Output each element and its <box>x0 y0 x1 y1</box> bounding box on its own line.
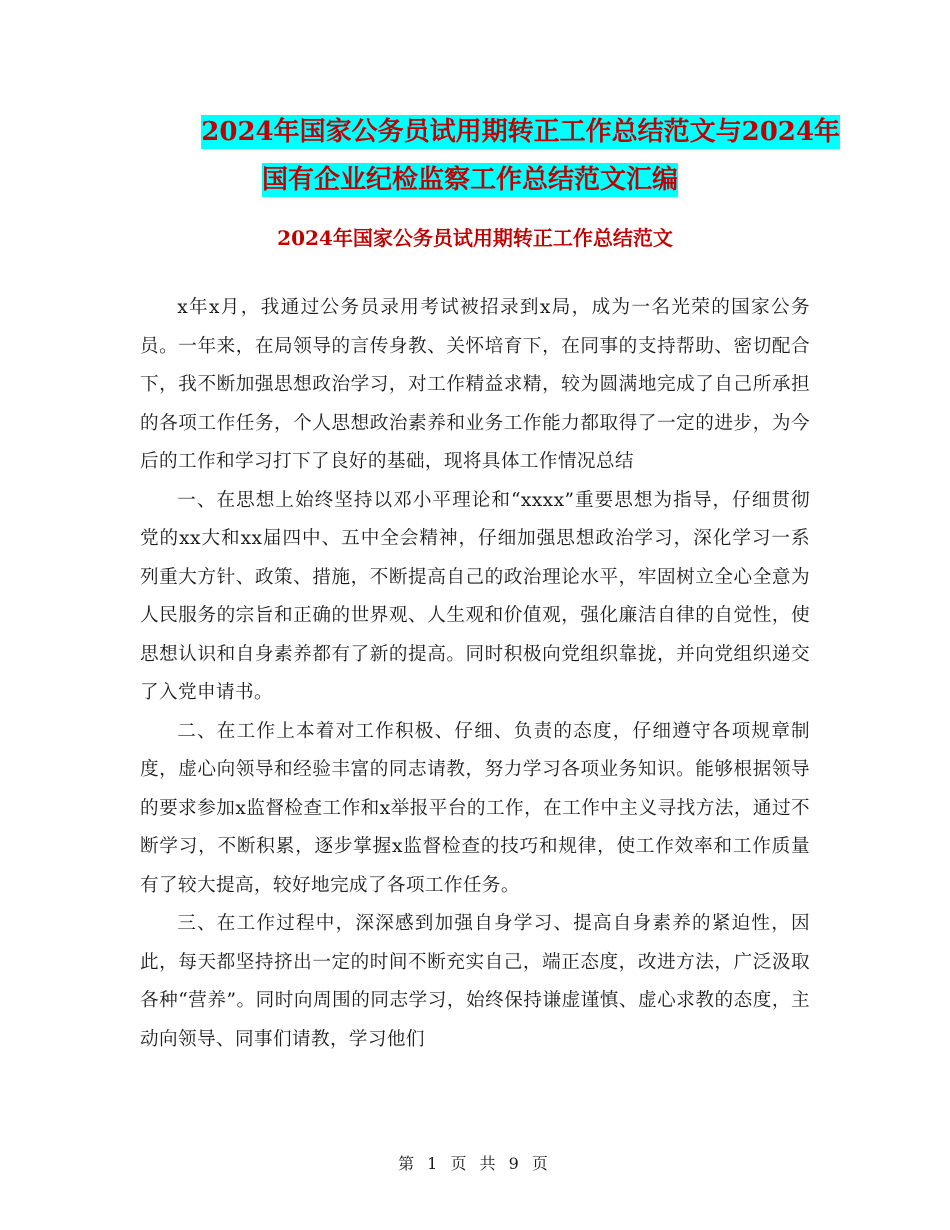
title-line-1-wrapper <box>140 108 840 156</box>
title-line-1: 2024年国家公务员试用期转正工作总结范文与2024年 <box>201 117 840 147</box>
title-line-2-wrapper <box>140 156 840 204</box>
page-number-footer: 第 1 页 共 9 页 <box>398 1154 552 1173</box>
paragraph-3: 三、在工作过程中，深深感到加强自身学习、提高自身素养的紧迫性，因此，每天都坚持挤出一定的时间不断充实自己，端正态度，改进方法，广泛汲取各种“营养”。同时向周围的同志学习，始终保持谦虚谨慎、虚心求教的态度，主动向领导、同事们请教，学习他们 <box>140 913 810 1050</box>
title-line-2: 国有企业纪检监察工作总结范文汇编 <box>262 165 679 195</box>
paragraph-2: 二、在工作上本着对工作积极、仔细、负责的态度，仔细遵守各项规章制度，虚心向领导和经验丰富的同志请教，努力学习各项业务知识。能够根据领导的要求参加x监督检查工作和x举报平台的工作，在工作中主义寻找方法，通过不断学习，不断积累，逐步掌握x监督检查的技巧和规律，使工作效率和工作质量有了较大提高，较好地完成了各项工作任务。 <box>140 720 810 896</box>
paragraph-1: 一、在思想上始终坚持以邓小平理论和“xxxx”重要思想为指导，仔细贯彻党的xx大和xx届四中、五中全会精神，仔细加强思想政治学习，深化学习一系列重大方针、政策、措施，不断提高自己的政治理论水平，牢固树立全心全意为人民服务的宗旨和正确的世界观、人生观和价值观，强化廉洁自律的自觉性，使思想认识和自身素养都有了新的提高。同时积极向党组织靠拢，并向党组织递交了入党申请书。 <box>140 489 810 703</box>
paragraph-intro: x年x月，我通过公务员录用考试被招录到x局，成为一名光荣的国家公务员。一年来，在局领导的言传身教、关怀培育下，在同事的支持帮助、密切配合下，我不断加强思想政治学习，对工作精益求精，较为圆满地完成了自己所承担的各项工作任务，个人思想政治素养和业务工作能力都取得了一定的进步，为今后的工作和学习打下了良好的基础，现将具体工作情况总结 <box>140 297 810 472</box>
document-title <box>140 108 840 204</box>
section-heading: 2024年国家公务员试用期转正工作总结范文 <box>277 226 673 250</box>
document-body <box>140 289 810 1059</box>
